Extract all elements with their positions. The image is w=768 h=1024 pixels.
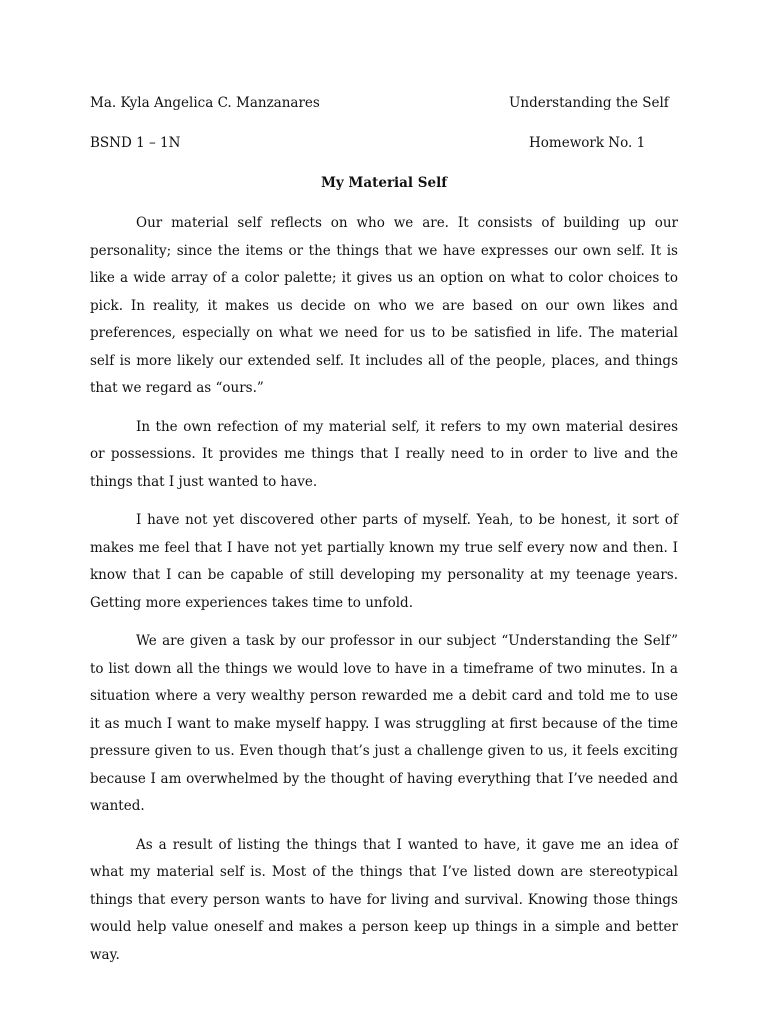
paragraph-1: Our material self reflects on who we are. It consists of building up our personality; since the items or the things that we have expresses our own self. It is like a wide array of a color palette; it gives us an option on what to color choices to pick. In reality, it makes us decide on who we are based on our own likes and preferences, especially on what we need for us to be satisfied in life. The material self is more likely our extended self. It includes all of the people, places, and things that we regard as “ours.”	[90, 215, 678, 396]
paragraph-2: In the own refection of my material self, it refers to my own material desires or possessions. It provides me things that I really need to in order to live and the things that I just wanted to have.	[90, 418, 678, 490]
document-title: My Material Self	[320, 175, 448, 191]
paragraph-5: As a result of listing the things that I wanted to have, it gave me an idea of what my material self is. Most of the things that I’ve listed down are stereotypical things that every person wants to have for living and survival. Knowing those things would help value oneself and makes a person keep up things in a simple and better way.	[90, 836, 678, 963]
paragraph-3: I have not yet discovered other parts of myself. Yeah, to be honest, it sort of makes me feel that I have not yet partially known my true self every now and then. I know that I can be capable of still developing my personality at my teenage years. Getting more experiences takes time to unfold.	[90, 512, 678, 611]
assignment-label: Homework No. 1	[529, 135, 646, 151]
document-body	[90, 210, 678, 980]
course-title: Understanding the Self	[509, 95, 669, 111]
section-label: BSND 1 – 1N	[90, 135, 181, 151]
paragraph-4: We are given a task by our professor in our subject “Understanding the Self” to list down all the things we would love to have in a timeframe of two minutes. In a situation where a very wealthy person rewarded me a debit card and told me to use it as much I want to make myself happy. I was struggling at first because of the time pressure given to us. Even though that’s just a challenge given to us, it feels exciting because I am overwhelmed by the thought of having everything that I’ve needed and wanted.	[90, 633, 678, 814]
author-name: Ma. Kyla Angelica C. Manzanares	[90, 95, 320, 111]
